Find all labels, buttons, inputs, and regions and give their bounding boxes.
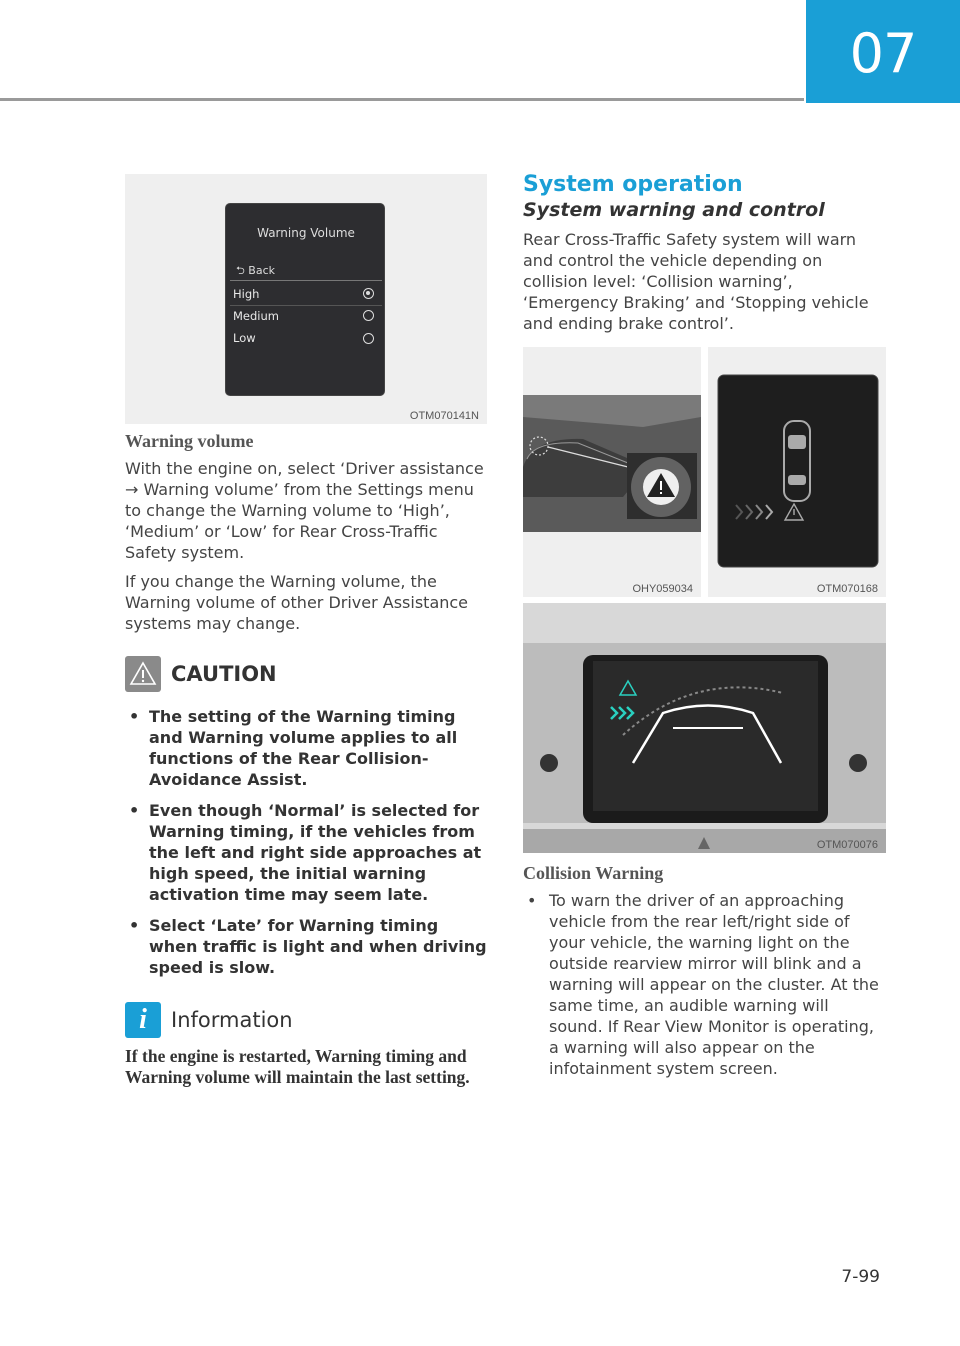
panel-divider (230, 280, 382, 281)
caution-title: CAUTION (171, 662, 277, 686)
page-number: 7-99 (841, 1267, 880, 1287)
paragraph: Rear Cross-Traffic Safety system will warn and control the vehicle depending on collision level: ‘Collision warning’, ‘Emergency Braking’ and ‘Stopping vehicle and ending brake control’. (523, 230, 869, 333)
paragraph: With the engine on, select ‘Driver assistance → Warning volume’ from the Settings menu to change the Warning volume to ‘High’, ‘Medium’ or ‘Low’ for Rear Cross-Traffic Safety system. (125, 459, 484, 562)
caution-header (125, 656, 487, 692)
caution-item: • The setting of the Warning timing and Warning volume applies to all functions of the Rear Collision-Avoidance Assist. (129, 707, 458, 789)
figure-row (523, 347, 886, 597)
figure-code: OTM070141N (409, 410, 479, 422)
cluster-warning-figure (708, 347, 886, 597)
option-low: Low (233, 331, 256, 345)
information-title: Information (171, 1008, 293, 1032)
list-item: • To warn the driver of an approaching vehicle from the rear left/right side of your vehicle, the warning light on the outside rearview mirror will blink and a warning will appear on the cluster. At the same time, an audible warning will sound. If Rear View Monitor is operating, a warning will also appear on the infotainment system screen. (527, 891, 879, 1078)
left-column (125, 174, 487, 1088)
subhead-collision-warning: Collision Warning (523, 863, 664, 883)
section-title: System operation (523, 172, 743, 197)
information-header (125, 1002, 487, 1038)
radio-icon (363, 333, 374, 344)
caution-item: • Select ‘Late’ for Warning timing when traffic is light and when driving speed is slow. (129, 916, 487, 977)
figure-code: OHY059034 (632, 583, 693, 595)
paragraph: If you change the Warning volume, the Warning volume of other Driver Assistance systems may change. (125, 572, 469, 633)
warning-volume-figure (125, 174, 487, 424)
panel-divider (230, 305, 382, 306)
header-rule (0, 98, 804, 101)
option-high: High (233, 287, 260, 301)
panel-title: Warning Volume (257, 226, 355, 240)
caution-item: • Even though ‘Normal’ is selected for Warning timing, if the vehicles from the left and right side approaches at high speed, the initial warning activation time may seem late. (129, 801, 482, 904)
info-icon: i (125, 1002, 161, 1038)
right-column (523, 172, 886, 1079)
infotainment-warning-figure (523, 603, 886, 853)
chapter-number: 07 (849, 22, 917, 85)
radio-icon (363, 310, 374, 321)
caution-icon (125, 656, 161, 692)
figure-code: OTM070168 (816, 583, 878, 595)
option-medium: Medium (233, 309, 279, 323)
section-subtitle: System warning and control (523, 199, 825, 221)
chapter-tab (806, 0, 960, 103)
warning-volume-panel (225, 203, 385, 396)
radio-selected-icon (363, 288, 374, 299)
information-text: If the engine is restarted, Warning timing and Warning volume will maintain the last setting. (125, 1046, 470, 1087)
collision-warning-list (523, 890, 886, 1079)
back-button: ⮌ Back (236, 264, 276, 277)
subhead-warning-volume: Warning volume (125, 431, 254, 451)
caution-list (125, 706, 487, 978)
figure-code: OTM070076 (816, 839, 878, 851)
mirror-warning-figure (523, 347, 701, 597)
